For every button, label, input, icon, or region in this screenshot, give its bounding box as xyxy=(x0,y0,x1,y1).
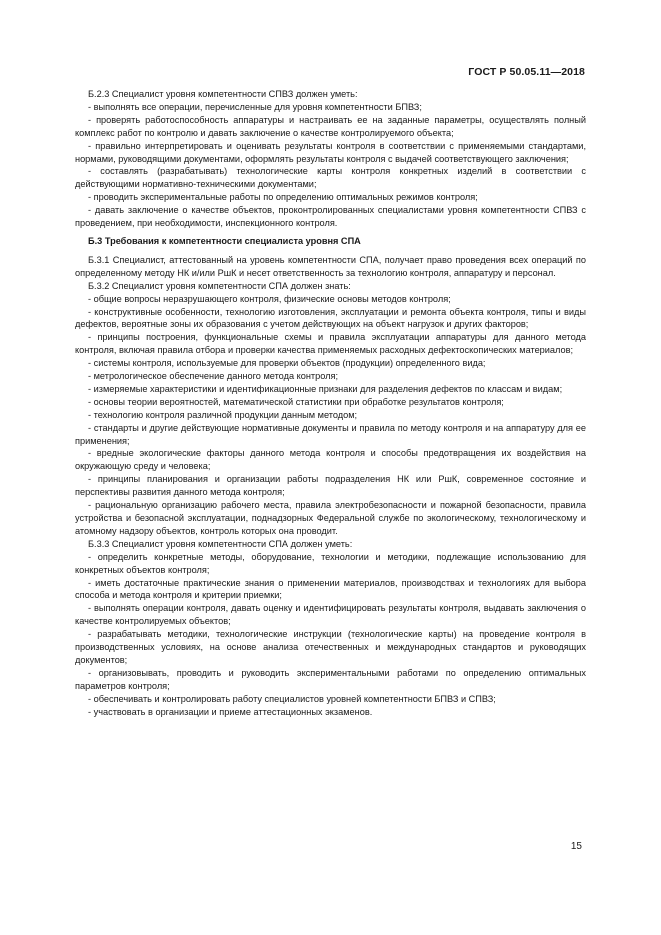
list-item: - измеряемые характеристики и идентификационные признаки для разделения дефектов по классам и видам; xyxy=(88,383,563,394)
list-item: - стандарты и другие действующие нормативные документы и правила по методу контроля и на аппаратуру для ее применения; xyxy=(75,422,586,446)
list-item: - технологию контроля различной продукции данным методом; xyxy=(88,409,358,420)
paragraph: Б.3.2 Специалист уровня компетентности СПА должен знать: xyxy=(88,280,351,291)
list-item: - организовывать, проводить и руководить экспериментальными работами по определению оптимальных параметров контроля; xyxy=(75,667,586,691)
page-number: 15 xyxy=(570,841,582,852)
list-item: - общие вопросы неразрушающего контроля, физические основы методов контроля; xyxy=(88,293,451,304)
section-heading: Б.3 Требования к компетентности специалиста уровня СПА xyxy=(88,235,361,246)
list-item: - обеспечивать и контролировать работу специалистов уровней компетентности БПВЗ и СПВЗ; xyxy=(88,693,496,704)
paragraph: Б.3.3 Специалист уровня компетентности СПА должен уметь: xyxy=(88,538,353,549)
document-body xyxy=(75,88,586,719)
list-item: - принципы построения, функциональные схемы и правила эксплуатации аппаратуры для данного метода контроля, включая правила отбора и проверки качества применяемых расходных дефектоскопических материалов; xyxy=(75,332,586,356)
list-item: - разрабатывать методики, технологические инструкции (технологические карты) на проведение контроля в производственных условиях, на основе анализа отечественных и международных стандартов и руководящих документов; xyxy=(75,629,586,665)
paragraph: Б.3.1 Специалист, аттестованный на уровень компетентности СПА, получает право проведения всех операций по определенному методу НК и/или РшК и несет ответственность за технологию контроля, аппаратуру и персонал. xyxy=(75,254,586,278)
list-item: - проводить экспериментальные работы по определению оптимальных режимов контроля; xyxy=(88,192,478,203)
list-item: - определить конкретные методы, оборудование, технологии и методики, подлежащие использованию для конкретных объектов контроля; xyxy=(75,551,586,575)
list-item: - метрологическое обеспечение данного метода контроля; xyxy=(88,371,339,382)
list-item: - выполнять все операции, перечисленные для уровня компетентности БПВЗ; xyxy=(88,101,422,112)
list-item: - конструктивные особенности, технологию изготовления, эксплуатации и ремонта объекта контроля, типы и виды дефектов, вероятные зоны их образования с учетом действующих на объект нагрузок и других факторов; xyxy=(75,306,586,330)
document-header: ГОСТ Р 50.05.11—2018 xyxy=(468,66,585,78)
list-item: - основы теории вероятностей, математической статистики при обработке результатов контроля; xyxy=(88,396,504,407)
list-item: - принципы планирования и организации работы подразделения НК или РшК, современное состояние и перспективы развития данного метода контроля; xyxy=(75,474,586,498)
list-item: - рациональную организацию рабочего места, правила электробезопасности и пожарной безопасности, правила устройства и безопасной эксплуатации, поднадзорных Федеральной службе по экологическому, технологическому и атомному надзору объектов, контроль которых она проводит. xyxy=(75,500,586,536)
paragraph: Б.2.3 Специалист уровня компетентности СПВЗ должен уметь: xyxy=(88,89,358,99)
list-item: - вредные экологические факторы данного метода контроля и способы предотвращения их воздействия на окружающую среду и человека; xyxy=(75,448,586,472)
list-item: - иметь достаточные практические знания о применении материалов, производствах и технологиях для выбора способа и метода контроля и критерии приемки; xyxy=(75,577,586,601)
list-item: - участвовать в организации и приеме аттестационных экзаменов. xyxy=(88,706,373,717)
list-item: - системы контроля, используемые для проверки объектов (продукции) определенного вида; xyxy=(88,358,486,369)
list-item: - составлять (разрабатывать) технологические карты контроля конкретных изделий в соответствии с действующими нормативно-техническими документами; xyxy=(75,166,586,190)
list-item: - проверять работоспособность аппаратуры и настраивать ее на заданные параметры, осуществлять полный комплекс работ по контролю и давать заключение о качестве контролируемого объекта; xyxy=(75,114,586,138)
list-item: - выполнять операции контроля, давать оценку и идентифицировать результаты контроля, выдавать заключения о качестве контролируемых объектов; xyxy=(75,603,586,627)
list-item: - правильно интерпретировать и оценивать результаты контроля в соответствии с применяемыми стандартами, нормами, руководящими документами, оформлять результаты контроля с выдачей соответствующего заключения; xyxy=(75,140,586,164)
list-item: - давать заключение о качестве объектов, проконтролированных специалистами уровня компетентности СПВЗ с проведением, при необходимости, инспекционного контроля. xyxy=(75,205,586,229)
